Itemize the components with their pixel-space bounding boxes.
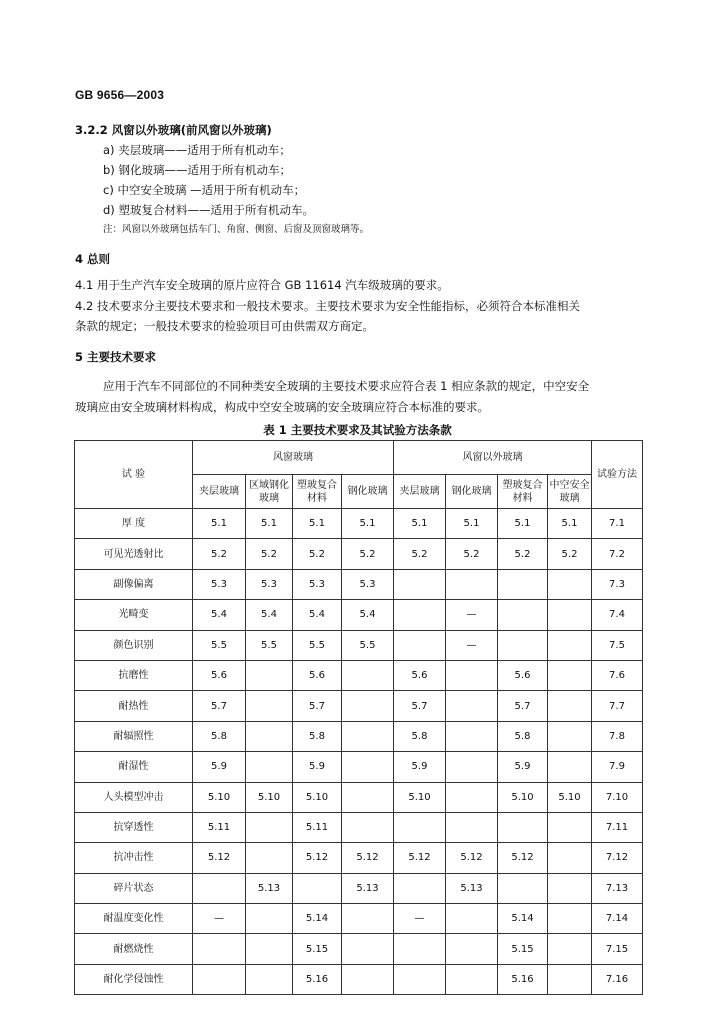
table-row bbox=[75, 812, 643, 842]
subheader: 区域钢化玻璃 bbox=[246, 475, 293, 509]
table-cell bbox=[246, 904, 293, 934]
table-cell: 5.9 bbox=[193, 752, 246, 782]
method-cell: 7.14 bbox=[592, 904, 643, 934]
table-cell bbox=[394, 873, 446, 903]
table-cell bbox=[394, 964, 446, 994]
table-cell: 5.3 bbox=[293, 569, 342, 599]
header-test: 试 验 bbox=[75, 441, 193, 509]
table-cell: 5.9 bbox=[394, 752, 446, 782]
table-cell: 5.2 bbox=[446, 539, 498, 569]
table-cell bbox=[446, 660, 498, 690]
row-label: 抗磨性 bbox=[75, 660, 193, 690]
table-cell: 5.2 bbox=[342, 539, 394, 569]
table-cell bbox=[548, 934, 592, 964]
table-cell: 5.6 bbox=[193, 660, 246, 690]
table-row bbox=[75, 964, 643, 994]
row-label: 耐热性 bbox=[75, 691, 193, 721]
subheader: 钢化玻璃 bbox=[342, 475, 394, 509]
table-row bbox=[75, 569, 643, 599]
row-label: 耐湿性 bbox=[75, 752, 193, 782]
method-cell: 7.7 bbox=[592, 691, 643, 721]
table-cell bbox=[342, 721, 394, 751]
table-cell: 5.6 bbox=[394, 660, 446, 690]
row-label: 抗穿透性 bbox=[75, 812, 193, 842]
table-cell: 5.3 bbox=[246, 569, 293, 599]
table-cell: 5.8 bbox=[498, 721, 548, 751]
table-cell bbox=[342, 812, 394, 842]
row-label: 人头模型冲击 bbox=[75, 782, 193, 812]
table-cell bbox=[446, 782, 498, 812]
table-cell bbox=[446, 691, 498, 721]
subheader: 塑玻复合材料 bbox=[498, 475, 548, 509]
table-cell bbox=[446, 569, 498, 599]
method-cell: 7.11 bbox=[592, 812, 643, 842]
table-cell: 5.7 bbox=[498, 691, 548, 721]
table-cell: 5.15 bbox=[498, 934, 548, 964]
method-cell: 7.15 bbox=[592, 934, 643, 964]
paragraph-4-1: 4.1 用于生产汽车安全玻璃的原片应符合 GB 11614 汽车级玻璃的要求。 bbox=[75, 278, 449, 292]
table-cell: — bbox=[394, 904, 446, 934]
table-cell: 5.3 bbox=[342, 569, 394, 599]
table-row bbox=[75, 934, 643, 964]
table-cell bbox=[548, 752, 592, 782]
table-cell bbox=[342, 964, 394, 994]
table-cell: — bbox=[193, 904, 246, 934]
table-cell: 5.1 bbox=[342, 509, 394, 539]
table-cell: 5.1 bbox=[446, 509, 498, 539]
table-cell: 5.9 bbox=[498, 752, 548, 782]
table-cell: 5.16 bbox=[498, 964, 548, 994]
table-cell bbox=[246, 812, 293, 842]
table-cell bbox=[548, 843, 592, 873]
header-windshield: 风窗玻璃 bbox=[193, 441, 394, 475]
doc-code: GB 9656—2003 bbox=[75, 88, 165, 102]
table-cell bbox=[394, 934, 446, 964]
table-cell: 5.2 bbox=[498, 539, 548, 569]
table-cell bbox=[246, 691, 293, 721]
table-cell bbox=[498, 569, 548, 599]
method-cell: 7.8 bbox=[592, 721, 643, 751]
subheader: 中空安全玻璃 bbox=[548, 475, 592, 509]
paragraph-5-line2: 玻璃应由安全玻璃材料构成，构成中空安全玻璃的安全玻璃应符合本标准的要求。 bbox=[75, 400, 489, 414]
table-cell: — bbox=[446, 600, 498, 630]
table-cell: 5.10 bbox=[293, 782, 342, 812]
table-cell bbox=[293, 873, 342, 903]
table-cell bbox=[498, 600, 548, 630]
table-cell bbox=[246, 721, 293, 751]
table-row bbox=[75, 904, 643, 934]
table-cell bbox=[548, 812, 592, 842]
table-cell: 5.5 bbox=[342, 630, 394, 660]
table-row bbox=[75, 752, 643, 782]
row-label: 耐辐照性 bbox=[75, 721, 193, 751]
method-cell: 7.5 bbox=[592, 630, 643, 660]
table-cell: — bbox=[446, 630, 498, 660]
table-cell bbox=[394, 630, 446, 660]
table-cell: 5.2 bbox=[193, 539, 246, 569]
paragraph-5-line1: 应用于汽车不同部位的不同种类安全玻璃的主要技术要求应符合表 1 相应条款的规定，中空安全 bbox=[103, 379, 590, 393]
table-cell bbox=[548, 630, 592, 660]
table-cell: 5.12 bbox=[193, 843, 246, 873]
table-cell bbox=[446, 904, 498, 934]
table-cell bbox=[498, 630, 548, 660]
list-item: d) 塑玻复合材料——适用于所有机动车。 bbox=[103, 203, 314, 217]
table-row bbox=[75, 600, 643, 630]
table-row bbox=[75, 843, 643, 873]
table-cell bbox=[548, 569, 592, 599]
method-cell: 7.3 bbox=[592, 569, 643, 599]
table-row bbox=[75, 873, 643, 903]
table-cell: 5.2 bbox=[246, 539, 293, 569]
row-label: 耐温度变化性 bbox=[75, 904, 193, 934]
method-cell: 7.2 bbox=[592, 539, 643, 569]
table-cell: 5.4 bbox=[293, 600, 342, 630]
table-cell: 5.7 bbox=[394, 691, 446, 721]
table-row bbox=[75, 630, 643, 660]
table-cell bbox=[246, 843, 293, 873]
section-heading-3-2-2: 3.2.2 风窗以外玻璃(前风窗以外玻璃) bbox=[75, 123, 272, 137]
table-cell: 5.12 bbox=[342, 843, 394, 873]
table-cell: 5.4 bbox=[193, 600, 246, 630]
table-cell bbox=[246, 660, 293, 690]
table-cell bbox=[548, 600, 592, 630]
table-cell: 5.11 bbox=[293, 812, 342, 842]
table-cell: 5.10 bbox=[498, 782, 548, 812]
table-cell: 5.5 bbox=[246, 630, 293, 660]
table-cell: 5.1 bbox=[394, 509, 446, 539]
table-cell: 5.13 bbox=[342, 873, 394, 903]
table-cell bbox=[246, 964, 293, 994]
table-cell: 5.7 bbox=[193, 691, 246, 721]
table-cell: 5.10 bbox=[548, 782, 592, 812]
table-cell bbox=[498, 812, 548, 842]
subheader: 夹层玻璃 bbox=[193, 475, 246, 509]
table-cell bbox=[193, 873, 246, 903]
table-cell: 5.7 bbox=[293, 691, 342, 721]
paragraph-4-2-line1: 4.2 技术要求分主要技术要求和一般技术要求。主要技术要求为安全性能指标，必须符合本标准相关 bbox=[75, 299, 580, 313]
table-cell: 5.10 bbox=[394, 782, 446, 812]
list-item: b) 钢化玻璃——适用于所有机动车； bbox=[103, 163, 291, 177]
row-label: 抗冲击性 bbox=[75, 843, 193, 873]
method-cell: 7.16 bbox=[592, 964, 643, 994]
table-cell bbox=[446, 812, 498, 842]
table-row bbox=[75, 691, 643, 721]
header-other-glass: 风窗以外玻璃 bbox=[394, 441, 592, 475]
table-cell bbox=[394, 812, 446, 842]
table-cell bbox=[342, 660, 394, 690]
section-heading-5: 5 主要技术要求 bbox=[75, 350, 157, 364]
note: 注：风窗以外玻璃包括车门、角窗、侧窗、后窗及顶窗玻璃等。 bbox=[103, 224, 370, 235]
table-cell: 5.4 bbox=[342, 600, 394, 630]
row-label: 颜色识别 bbox=[75, 630, 193, 660]
table-caption: 表 1 主要技术要求及其试验方法条款 bbox=[263, 423, 452, 437]
method-cell: 7.10 bbox=[592, 782, 643, 812]
table-row bbox=[75, 721, 643, 751]
table-cell bbox=[446, 721, 498, 751]
table-cell bbox=[548, 964, 592, 994]
table-cell bbox=[548, 904, 592, 934]
method-cell: 7.4 bbox=[592, 600, 643, 630]
table-cell: 5.14 bbox=[293, 904, 342, 934]
table-cell bbox=[446, 934, 498, 964]
subheader: 夹层玻璃 bbox=[394, 475, 446, 509]
table-cell bbox=[342, 752, 394, 782]
table-row bbox=[75, 782, 643, 812]
table-cell bbox=[548, 873, 592, 903]
table-cell: 5.2 bbox=[293, 539, 342, 569]
table-cell bbox=[342, 691, 394, 721]
table-row bbox=[75, 539, 643, 569]
table-row bbox=[75, 509, 643, 539]
table-cell: 5.1 bbox=[193, 509, 246, 539]
table-cell: 5.6 bbox=[498, 660, 548, 690]
table-cell bbox=[446, 752, 498, 782]
method-cell: 7.9 bbox=[592, 752, 643, 782]
table-cell bbox=[394, 600, 446, 630]
table-cell bbox=[246, 934, 293, 964]
table-cell bbox=[548, 691, 592, 721]
table-cell bbox=[548, 660, 592, 690]
table-cell: 5.14 bbox=[498, 904, 548, 934]
subheader: 钢化玻璃 bbox=[446, 475, 498, 509]
table-cell: 5.6 bbox=[293, 660, 342, 690]
row-label: 厚 度 bbox=[75, 509, 193, 539]
table-cell bbox=[342, 904, 394, 934]
table-row bbox=[75, 660, 643, 690]
table-cell bbox=[498, 873, 548, 903]
table-cell: 5.11 bbox=[193, 812, 246, 842]
table-cell: 5.8 bbox=[293, 721, 342, 751]
row-label: 耐燃烧性 bbox=[75, 934, 193, 964]
row-label: 光畸变 bbox=[75, 600, 193, 630]
method-cell: 7.1 bbox=[592, 509, 643, 539]
paragraph-4-2-line2: 条款的规定；一般技术要求的检验项目可由供需双方商定。 bbox=[75, 319, 374, 333]
table-cell: 5.1 bbox=[548, 509, 592, 539]
table-cell: 5.8 bbox=[394, 721, 446, 751]
section-heading-4: 4 总则 bbox=[75, 252, 111, 266]
table-cell: 5.13 bbox=[446, 873, 498, 903]
table-cell: 5.1 bbox=[246, 509, 293, 539]
table-cell: 5.12 bbox=[394, 843, 446, 873]
table-cell: 5.16 bbox=[293, 964, 342, 994]
table-cell bbox=[193, 964, 246, 994]
table-cell bbox=[548, 721, 592, 751]
list-item: c) 中空安全玻璃 —适用于所有机动车； bbox=[103, 183, 306, 197]
table-cell: 5.1 bbox=[293, 509, 342, 539]
table-cell: 5.10 bbox=[193, 782, 246, 812]
table-cell bbox=[394, 569, 446, 599]
method-cell: 7.12 bbox=[592, 843, 643, 873]
table-cell: 5.13 bbox=[246, 873, 293, 903]
method-cell: 7.6 bbox=[592, 660, 643, 690]
table-cell bbox=[246, 752, 293, 782]
header-test-method: 试验方法 bbox=[592, 441, 643, 509]
table-cell: 5.5 bbox=[293, 630, 342, 660]
table-cell: 5.5 bbox=[193, 630, 246, 660]
table-cell: 5.12 bbox=[498, 843, 548, 873]
row-label: 副像偏离 bbox=[75, 569, 193, 599]
table-cell: 5.12 bbox=[293, 843, 342, 873]
table-cell: 5.3 bbox=[193, 569, 246, 599]
table-cell: 5.12 bbox=[446, 843, 498, 873]
table-cell: 5.10 bbox=[246, 782, 293, 812]
table-cell: 5.15 bbox=[293, 934, 342, 964]
row-label: 碎片状态 bbox=[75, 873, 193, 903]
table-cell: 5.2 bbox=[394, 539, 446, 569]
table-cell bbox=[446, 964, 498, 994]
method-cell: 7.13 bbox=[592, 873, 643, 903]
subheader: 塑玻复合材料 bbox=[293, 475, 342, 509]
row-label: 耐化学侵蚀性 bbox=[75, 964, 193, 994]
row-label: 可见光透射比 bbox=[75, 539, 193, 569]
table-cell bbox=[342, 782, 394, 812]
table-cell: 5.1 bbox=[498, 509, 548, 539]
table-cell: 5.8 bbox=[193, 721, 246, 751]
requirements-table bbox=[74, 440, 643, 995]
list-item: a) 夹层玻璃——适用于所有机动车； bbox=[103, 143, 291, 157]
table-cell: 5.2 bbox=[548, 539, 592, 569]
table-cell bbox=[342, 934, 394, 964]
table-cell bbox=[193, 934, 246, 964]
table-cell: 5.4 bbox=[246, 600, 293, 630]
table-cell: 5.9 bbox=[293, 752, 342, 782]
